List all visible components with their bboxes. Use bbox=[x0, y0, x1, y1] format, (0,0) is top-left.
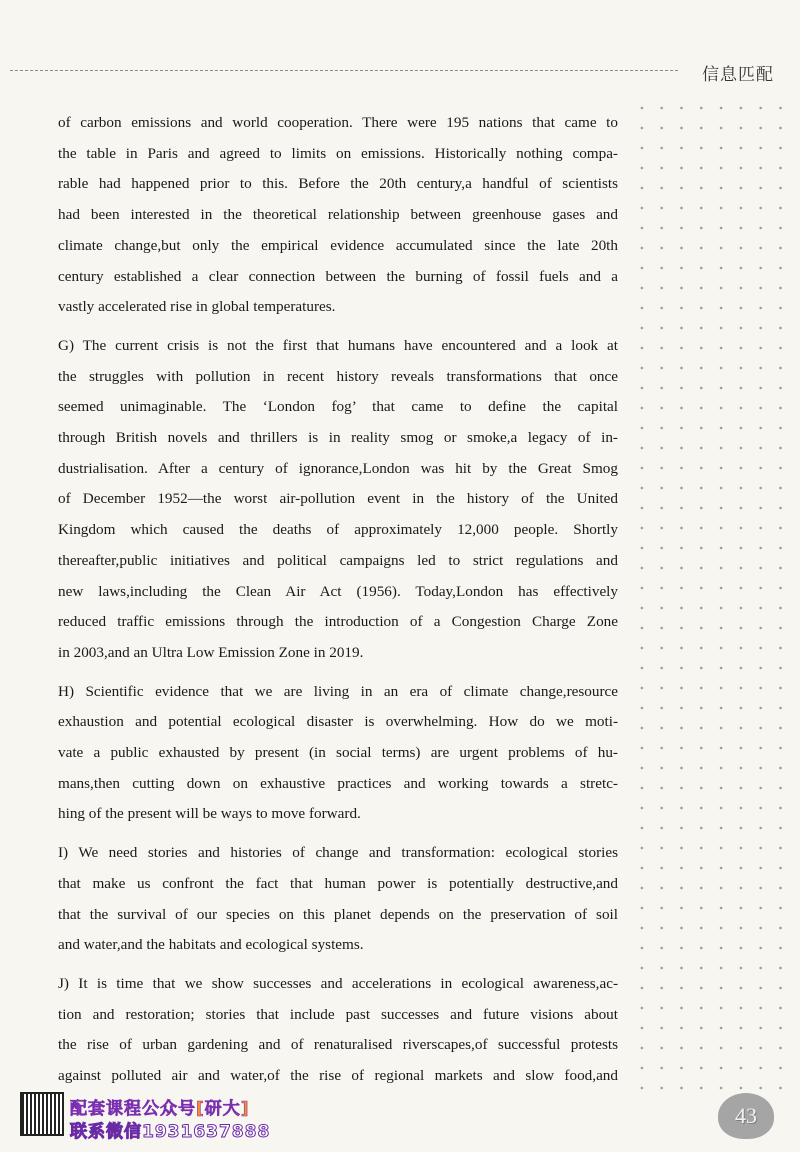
promo-text-line1: 配套课程公众号[研大] bbox=[70, 1099, 250, 1119]
text-line: in 2003,and an Ultra Low Emission Zone in 2019. bbox=[58, 643, 364, 661]
text-line: tion and restoration; stories that include past successes and future visions about bbox=[58, 1005, 618, 1023]
paragraph-i bbox=[58, 838, 618, 961]
text-line: hing of the present will be ways to move forward. bbox=[58, 805, 361, 823]
text-line: climate change,but only the empirical evidence accumulated since the late 20th bbox=[58, 236, 618, 254]
text-line: of carbon emissions and world cooperation. There were 195 nations that came to bbox=[58, 114, 618, 131]
paragraph-g bbox=[58, 331, 618, 669]
text-line: H) Scientific evidence that we are living in an era of climate change,resource bbox=[58, 682, 618, 700]
text-line: the table in Paris and agreed to limits on emissions. Historically nothing compa- bbox=[58, 144, 618, 162]
text-line: I) We need stories and histories of change and transformation: ecological stories bbox=[58, 844, 618, 862]
qr-code-icon bbox=[20, 1092, 64, 1136]
text-line: Kingdom which caused the deaths of approximately 12,000 people. Shortly bbox=[58, 521, 618, 539]
text-line: had been interested in the theoretical relationship between greenhouse gases and bbox=[58, 206, 618, 224]
article-body bbox=[58, 108, 618, 1100]
text-line: rable had happened prior to this. Before the 20th century,a handful of scientists bbox=[58, 175, 618, 193]
text-line: mans,then cutting down on exhaustive practices and working towards a stretc- bbox=[58, 774, 618, 792]
paragraph-h bbox=[58, 677, 618, 831]
text-line: vastly accelerated rise in global temperatures. bbox=[58, 298, 336, 316]
page-number-badge bbox=[718, 1093, 774, 1139]
text-line: that the survival of our species on this planet depends on the preservation of soil bbox=[58, 905, 618, 923]
text-line: that make us confront the fact that human power is potentially destructive,and bbox=[58, 874, 618, 892]
promo-footer bbox=[20, 1092, 320, 1142]
text-line: reduced traffic emissions through the introduction of a Congestion Charge Zone bbox=[58, 613, 618, 631]
text-line: new laws,including the Clean Air Act (1956). Today,London has effectively bbox=[58, 582, 618, 600]
page-number: 43 bbox=[735, 1103, 757, 1128]
text-line: century established a clear connection between the burning of fossil fuels and a bbox=[58, 267, 618, 285]
text-line: vate a public exhausted by present (in social terms) are urgent problems of hu- bbox=[58, 744, 618, 762]
paragraph-f-continued bbox=[58, 108, 618, 323]
text-line: the struggles with pollution in recent history reveals transformations that once bbox=[58, 367, 618, 385]
text-line: seemed unimaginable. The ‘London fog’ that came to define the capital bbox=[58, 398, 618, 416]
dot-grid-margin bbox=[632, 98, 790, 1090]
text-line: through British novels and thrillers is in reality smog or smoke,a legacy of in- bbox=[58, 429, 618, 447]
text-line: the rise of urban gardening and of renaturalised riverscapes,of successful protests bbox=[58, 1036, 618, 1054]
text-line: exhaustion and potential ecological disaster is overwhelming. How do we moti- bbox=[58, 713, 618, 731]
text-line: thereafter,public initiatives and political campaigns led to strict regulations and bbox=[58, 551, 618, 569]
text-line: and water,and the habitats and ecological systems. bbox=[58, 936, 364, 954]
section-title: 信息匹配 bbox=[702, 65, 774, 85]
text-line: J) It is time that we show successes and accelerations in ecological awareness,ac- bbox=[58, 974, 618, 992]
text-line: G) The current crisis is not the first that humans have encountered and a look at bbox=[58, 336, 618, 354]
paragraph-j bbox=[58, 969, 618, 1092]
text-line: dustrialisation. After a century of ignorance,London was hit by the Great Smog bbox=[58, 459, 618, 477]
text-line: against polluted air and water,of the rise of regional markets and slow food,and bbox=[58, 1067, 618, 1085]
header-rule bbox=[10, 70, 678, 71]
promo-text-line2: 联系微信1931637888 bbox=[70, 1122, 271, 1142]
text-line: of December 1952—the worst air-pollution event in the history of the United bbox=[58, 490, 618, 508]
